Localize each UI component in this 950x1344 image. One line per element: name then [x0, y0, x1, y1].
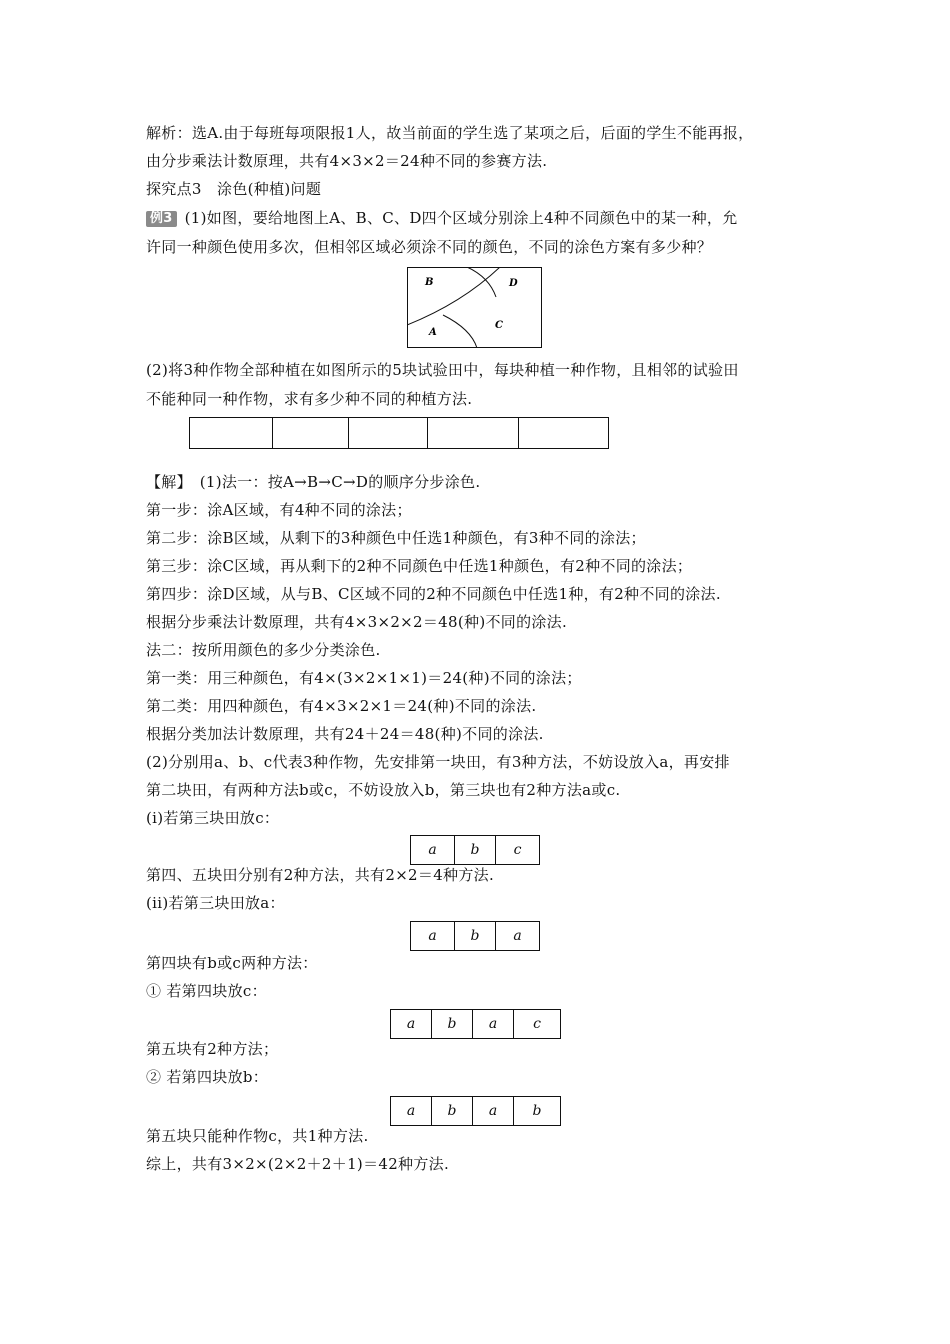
section-heading: 探究点3 涂色(种植)问题: [146, 180, 322, 198]
solution-line-18: 第五块有2种方法；: [146, 1040, 279, 1058]
solution-line-9: 第二类：用四种颜色，有4×3×2×1＝24(种)不同的涂法.: [146, 697, 537, 715]
field-plot-3: [349, 418, 428, 448]
solution-line-14: 第四、五块田分别有2种方法，共有2×2＝4种方法.: [146, 866, 495, 884]
map-label-d: D: [509, 278, 518, 289]
table1-cell-1: a: [411, 836, 455, 864]
solution-line-16: 第四块有b或c两种方法：: [146, 954, 318, 972]
arrangement-table-4: [390, 1096, 561, 1126]
solution-line-20: 第五块只能种作物c，共1种方法.: [146, 1127, 369, 1145]
solution-line-10: 根据分类加法计数原理，共有24＋24＝48(种)不同的涂法.: [146, 725, 544, 743]
field-plot-2: [273, 418, 349, 448]
table1-cell-3: c: [513, 842, 522, 858]
map-boundary-ab: [407, 267, 500, 325]
table3-cell-1: a: [391, 1010, 432, 1038]
table3-cell-4: c: [533, 1016, 541, 1032]
field-plot-strip: [189, 417, 609, 449]
map-label-b: B: [425, 277, 434, 288]
table3-cell-3: a: [473, 1010, 514, 1038]
field-plot-1: [190, 418, 273, 448]
map-boundary-ac: [443, 315, 477, 348]
solution-line-15: (ii)若第三块田放a：: [146, 894, 285, 912]
solution-line-6: 根据分步乘法计数原理，共有4×3×2×2＝48(种)不同的涂法.: [146, 613, 568, 631]
table4-cell-4: b: [532, 1103, 542, 1119]
solution-line-3: 第二步：涂B区域，从剩下的3种颜色中任选1种颜色，有3种不同的涂法；: [146, 529, 646, 547]
solution-line-4: 第三步：涂C区域，再从剩下的2种不同颜色中任选1种颜色，有2种不同的涂法；: [146, 557, 693, 575]
map-label-c: C: [495, 320, 503, 331]
analysis-line-2: 由分步乘法计数原理，共有4×3×2＝24种不同的参赛方法.: [146, 152, 548, 170]
solution-line-12: 第二块田，有两种方法b或c，不妨设放入b，第三块也有2种方法a或c.: [146, 781, 621, 799]
solution-line-11: (2)分别用a、b、c代表3种作物，先安排第一块田，有3种方法，不妨设放入a，再安排: [146, 753, 730, 771]
table3-cell-2: b: [432, 1010, 473, 1038]
solution-line-19: ② 若第四块放b：: [146, 1068, 269, 1086]
solution-line-2: 第一步：涂A区域，有4种不同的涂法；: [146, 501, 412, 519]
region-map-figure: [407, 267, 542, 348]
map-boundary-bd: [467, 267, 496, 297]
example-badge: 例3: [146, 211, 177, 227]
map-label-a: A: [429, 327, 437, 338]
table4-cell-3: a: [473, 1097, 514, 1125]
table2-cell-3: a: [513, 928, 522, 944]
table2-cell-2: b: [455, 922, 496, 950]
table4-cell-1: a: [391, 1097, 432, 1125]
solution-line-13: (i)若第三块田放c：: [146, 809, 280, 827]
arrangement-table-3: [390, 1009, 561, 1039]
example-line-2: 许同一种颜色使用多次，但相邻区域必须涂不同的颜色，不同的涂色方案有多少种？: [146, 238, 713, 256]
solution-line-17: ① 若第四块放c：: [146, 982, 267, 1000]
example-text-1: (1)如图，要给地图上A、B、C、D四个区域分别涂上4种不同颜色中的某一种，允: [184, 209, 738, 227]
solution-line-1: 【解】 (1)法一：按A→B→C→D的顺序分步涂色.: [146, 473, 481, 491]
arrangement-table-2: [410, 921, 540, 951]
analysis-line-1: 解析：选A.由于每班每项限报1人，故当前面的学生选了某项之后，后面的学生不能再报，: [146, 124, 754, 142]
table4-cell-2: b: [432, 1097, 473, 1125]
example-line-1: [146, 207, 738, 229]
example-line-4: 不能种同一种作物，求有多少种不同的种植方法.: [146, 390, 473, 408]
solution-conclusion: 综上，共有3×2×(2×2＋2＋1)＝42种方法.: [146, 1155, 450, 1173]
arrangement-table-1: [410, 835, 540, 865]
example-line-3: (2)将3种作物全部种植在如图所示的5块试验田中，每块种植一种作物，且相邻的试验田: [146, 361, 739, 379]
solution-line-5: 第四步：涂D区域，从与B、C区域不同的2种不同颜色中任选1种，有2种不同的涂法.: [146, 585, 721, 603]
table2-cell-1: a: [411, 922, 455, 950]
field-plot-5: [519, 418, 608, 448]
solution-line-7: 法二：按所用颜色的多少分类涂色.: [146, 641, 381, 659]
field-plot-4: [428, 418, 519, 448]
table1-cell-2: b: [455, 836, 496, 864]
solution-line-8: 第一类：用三种颜色，有4×(3×2×1×1)＝24(种)不同的涂法；: [146, 669, 582, 687]
